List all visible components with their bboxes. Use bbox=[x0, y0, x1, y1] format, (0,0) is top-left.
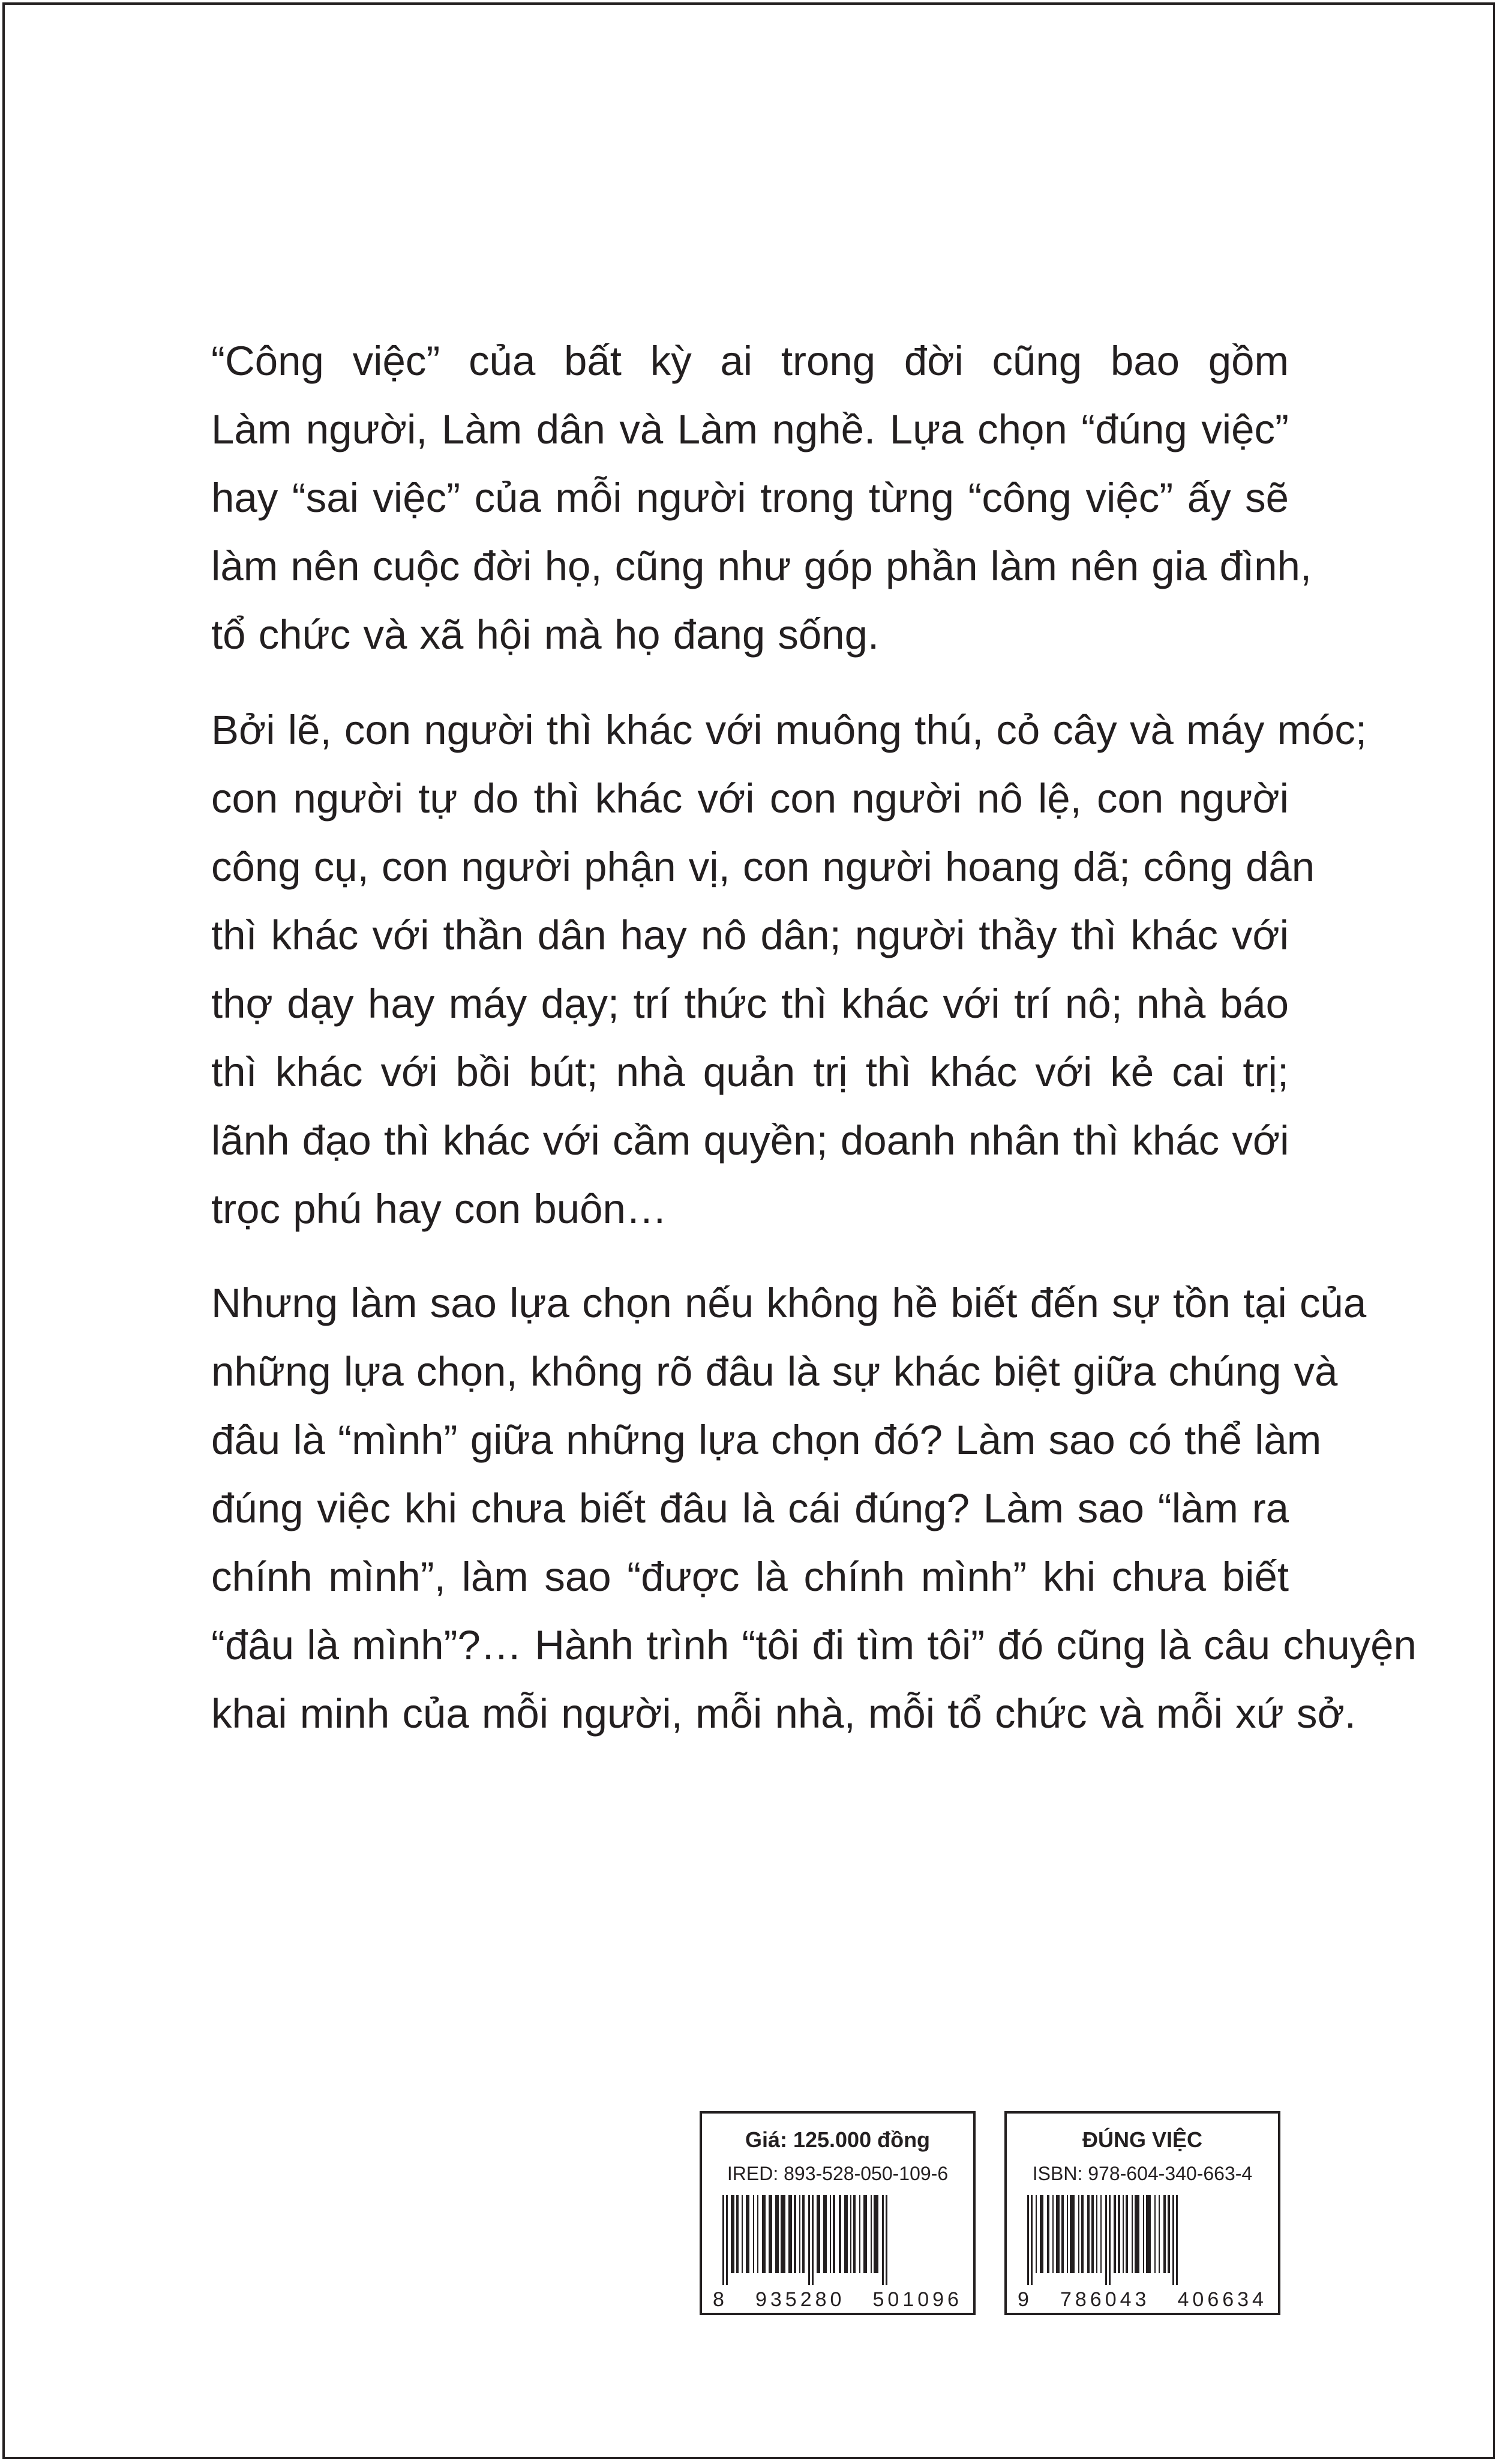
ired-code: IRED: 893-528-050-109-6 bbox=[727, 2163, 949, 2184]
paragraph-line: khai minh của mỗi người, mỗi nhà, mỗi tổ chức và mỗi xứ sở. bbox=[211, 1690, 1356, 1737]
paragraph-line: hay “sai việc” của mỗi người trong từng “công việc” ấy sẽ bbox=[211, 475, 1289, 521]
paragraph-1 bbox=[211, 327, 1312, 669]
paragraph-line: con người tự do thì khác với con người nô lệ, con người bbox=[211, 775, 1289, 822]
price-label: Giá: 125.000 đồng bbox=[745, 2127, 931, 2152]
barcode-digits bbox=[1016, 2288, 1268, 2312]
paragraph-line: làm nên cuộc đời họ, cũng như góp phần làm nên gia đình, bbox=[211, 543, 1312, 589]
paragraph-line: trọc phú hay con buôn… bbox=[211, 1186, 667, 1232]
paragraph-2 bbox=[211, 696, 1367, 1243]
barcode-bars-icon bbox=[720, 2195, 960, 2285]
paragraph-line: chính mình”, làm sao “được là chính mình” khi chưa biết bbox=[211, 1554, 1289, 1600]
book-title-label: ĐÚNG VIỆC bbox=[1082, 2127, 1203, 2152]
paragraph-line: thợ dạy hay máy dạy; trí thức thì khác với trí nô; nhà báo bbox=[211, 981, 1289, 1027]
paragraph-line: đâu là “mình” giữa những lựa chọn đó? Làm sao có thể làm bbox=[211, 1417, 1322, 1463]
isbn-barcode-box bbox=[1004, 2111, 1280, 2315]
barcode-digit-group: 406634 bbox=[1177, 2288, 1267, 2311]
barcode-digit-group: 8 bbox=[713, 2288, 728, 2311]
paragraph-line: “Công việc” của bất kỳ ai trong đời cũng bao gồm bbox=[211, 338, 1289, 384]
paragraph-line: Nhưng làm sao lựa chọn nếu không hề biết đến sự tồn tại của bbox=[211, 1280, 1367, 1326]
barcode-digit-group: 935280 bbox=[755, 2288, 845, 2311]
barcode-digit-group: 9 bbox=[1018, 2288, 1033, 2311]
price-barcode-box bbox=[700, 2111, 976, 2315]
paragraph-line: lãnh đạo thì khác với cầm quyền; doanh nhân thì khác với bbox=[211, 1117, 1289, 1164]
paragraph-line: những lựa chọn, không rõ đâu là sự khác biệt giữa chúng và bbox=[211, 1348, 1338, 1395]
barcode-digits bbox=[712, 2288, 964, 2312]
paragraph-line: đúng việc khi chưa biết đâu là cái đúng? Làm sao “làm ra bbox=[211, 1485, 1289, 1531]
paragraph-line: Làm người, Làm dân và Làm nghề. Lựa chọn “đúng việc” bbox=[211, 406, 1289, 452]
paragraph-line: “đâu là mình”?… Hành trình “tôi đi tìm tôi” đó cũng là câu chuyện bbox=[211, 1622, 1417, 1668]
paragraph-line: thì khác với thần dân hay nô dân; người thầy thì khác với bbox=[211, 912, 1289, 958]
isbn-code: ISBN: 978-604-340-663-4 bbox=[1032, 2163, 1253, 2184]
paragraph-line: thì khác với bồi bút; nhà quản trị thì khác với kẻ cai trị; bbox=[211, 1049, 1289, 1095]
paragraph-line: Bởi lẽ, con người thì khác với muông thú, cỏ cây và máy móc; bbox=[211, 707, 1367, 753]
barcode-digit-group: 786043 bbox=[1060, 2288, 1150, 2311]
paragraph-line: tổ chức và xã hội mà họ đang sống. bbox=[211, 611, 880, 658]
paragraph-3 bbox=[211, 1269, 1417, 1748]
barcode-bars-icon bbox=[1025, 2195, 1265, 2285]
barcode-digit-group: 501096 bbox=[872, 2288, 962, 2311]
paragraph-line: công cụ, con người phận vị, con người hoang dã; công dân bbox=[211, 844, 1315, 890]
